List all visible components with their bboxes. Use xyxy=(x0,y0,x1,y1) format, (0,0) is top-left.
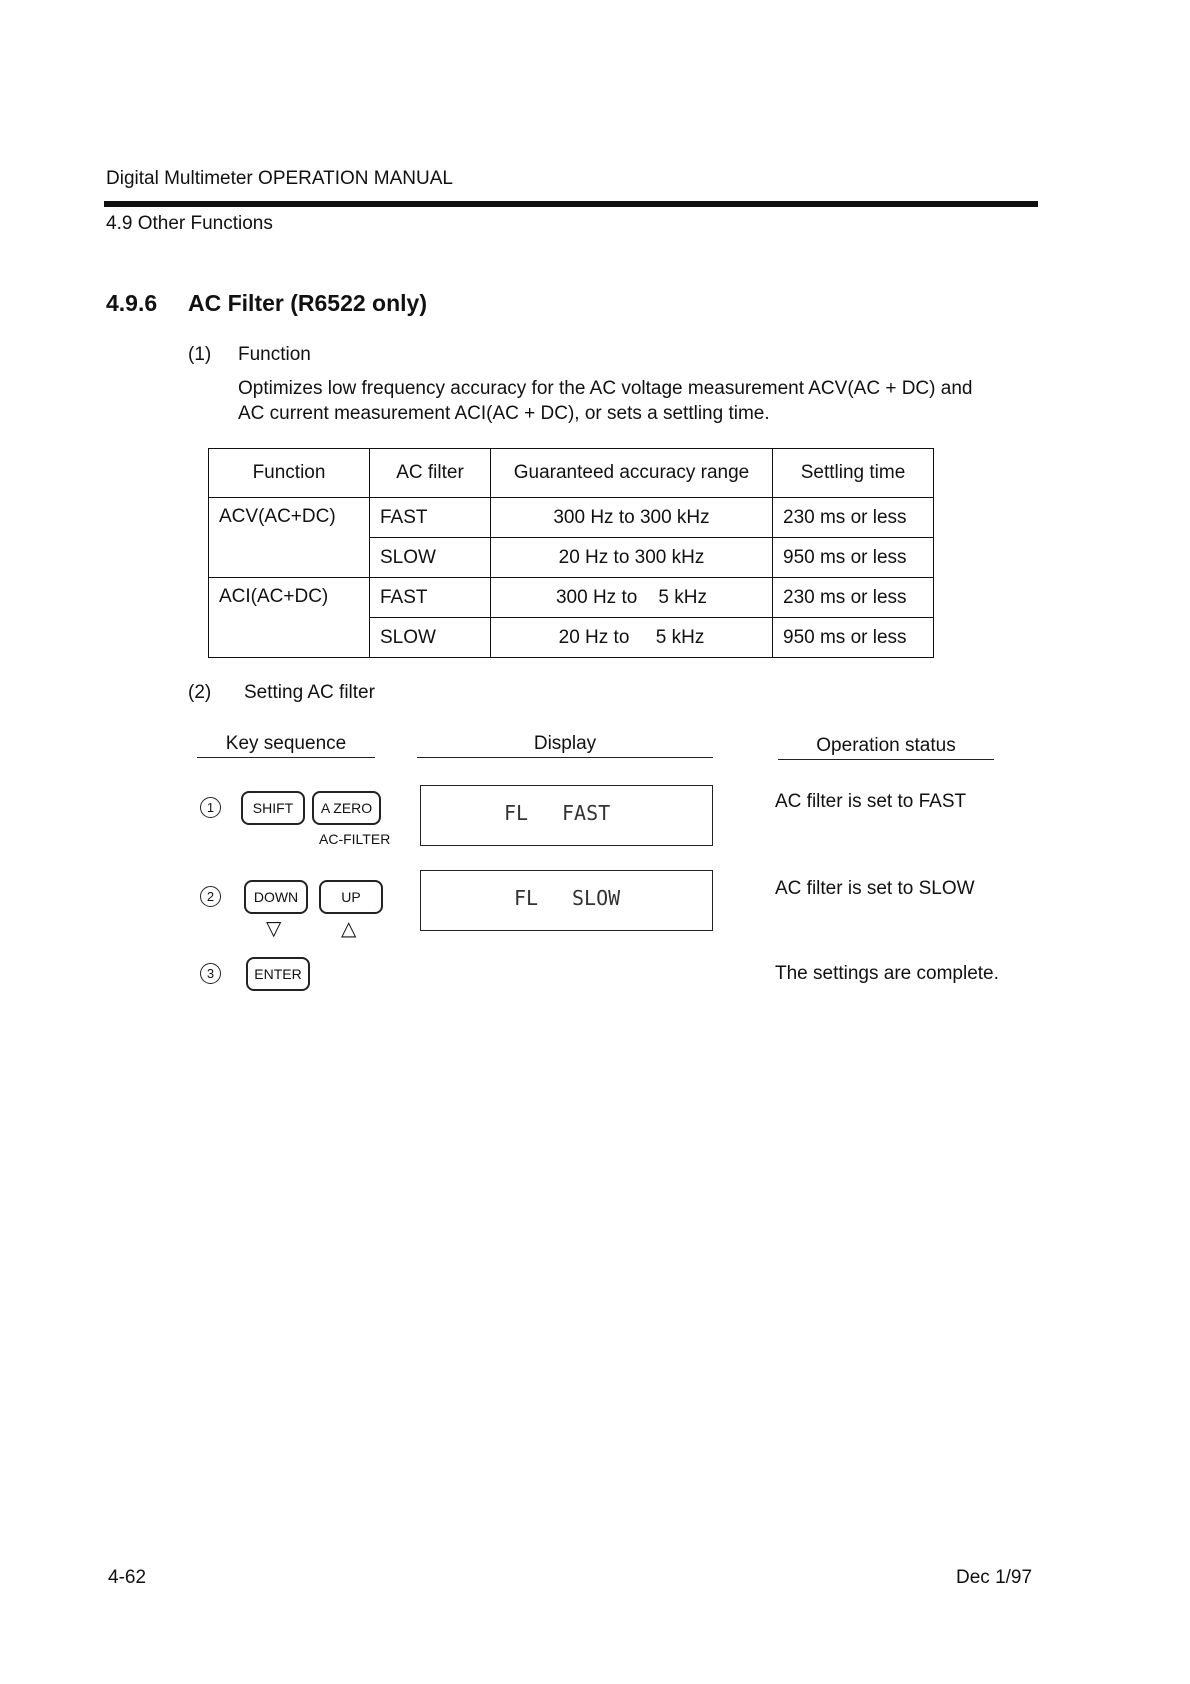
section-path: 4.9 Other Functions xyxy=(106,213,273,234)
step-1-number: 1 xyxy=(200,797,221,818)
cell-range: 20 Hz to 300 kHz xyxy=(491,538,773,578)
function-desc-line1: Optimizes low frequency accuracy for the AC voltage measurement ACV(AC + DC) and xyxy=(238,378,973,399)
section-title: AC Filter (R6522 only) xyxy=(188,290,427,316)
section-number: 4.9.6 xyxy=(106,290,158,316)
display-mode-text: SLOW xyxy=(572,886,621,910)
display-fl-text: FL xyxy=(514,886,539,910)
col-operation-status: Operation status xyxy=(778,735,994,760)
cell-filter: SLOW xyxy=(370,618,491,658)
cell-range: 300 Hz to 5 kHz xyxy=(491,578,773,618)
function-desc-line2: AC current measurement ACI(AC + DC), or sets a settling time. xyxy=(238,403,770,424)
cell-settling: 950 ms or less xyxy=(773,618,934,658)
header-accuracy-range: Guaranteed accuracy range xyxy=(491,449,773,498)
header-settling-time: Settling time xyxy=(773,449,934,498)
status-step-3: The settings are complete. xyxy=(775,963,999,984)
a-zero-key[interactable]: A ZERO xyxy=(312,791,381,825)
cell-filter: SLOW xyxy=(370,538,491,578)
enter-key[interactable]: ENTER xyxy=(246,957,310,991)
setting-num: (2) xyxy=(188,682,212,703)
cell-range: 300 Hz to 300 kHz xyxy=(491,498,773,538)
shift-key[interactable]: SHIFT xyxy=(241,791,305,825)
ac-filter-table xyxy=(208,448,934,658)
up-arrow-icon: △ xyxy=(341,918,357,940)
revision-date: Dec 1/97 xyxy=(956,1567,1033,1588)
cell-function: ACI(AC+DC) xyxy=(209,578,370,658)
status-step-1: AC filter is set to FAST xyxy=(775,791,967,812)
cell-settling: 230 ms or less xyxy=(773,498,934,538)
down-key[interactable]: DOWN xyxy=(244,880,308,914)
ac-filter-shift-label: AC-FILTER xyxy=(319,831,391,847)
table-header-row xyxy=(209,449,934,498)
up-key[interactable]: UP xyxy=(319,880,383,914)
step-3-number: 3 xyxy=(200,963,221,984)
step-2-number: 2 xyxy=(200,886,221,907)
status-step-2: AC filter is set to SLOW xyxy=(775,878,975,899)
display-mode-text: FAST xyxy=(562,801,611,825)
display-panel-fast xyxy=(420,785,713,846)
down-arrow-icon: ▽ xyxy=(266,918,282,940)
col-display: Display xyxy=(417,733,713,758)
header-rule xyxy=(104,201,1038,207)
function-num: (1) xyxy=(188,344,212,365)
header-ac-filter: AC filter xyxy=(370,449,491,498)
cell-settling: 950 ms or less xyxy=(773,538,934,578)
col-key-sequence: Key sequence xyxy=(197,733,375,758)
table-row xyxy=(209,578,934,618)
manual-title: Digital Multimeter OPERATION MANUAL xyxy=(106,168,453,189)
cell-settling: 230 ms or less xyxy=(773,578,934,618)
cell-filter: FAST xyxy=(370,578,491,618)
display-panel-slow xyxy=(420,870,713,931)
display-fl-text: FL xyxy=(504,801,529,825)
header-function: Function xyxy=(209,449,370,498)
setting-heading: Setting AC filter xyxy=(244,682,375,703)
function-heading: Function xyxy=(238,344,311,365)
cell-filter: FAST xyxy=(370,498,491,538)
table-row xyxy=(209,498,934,538)
cell-function: ACV(AC+DC) xyxy=(209,498,370,578)
cell-range: 20 Hz to 5 kHz xyxy=(491,618,773,658)
page-number: 4-62 xyxy=(108,1567,147,1588)
